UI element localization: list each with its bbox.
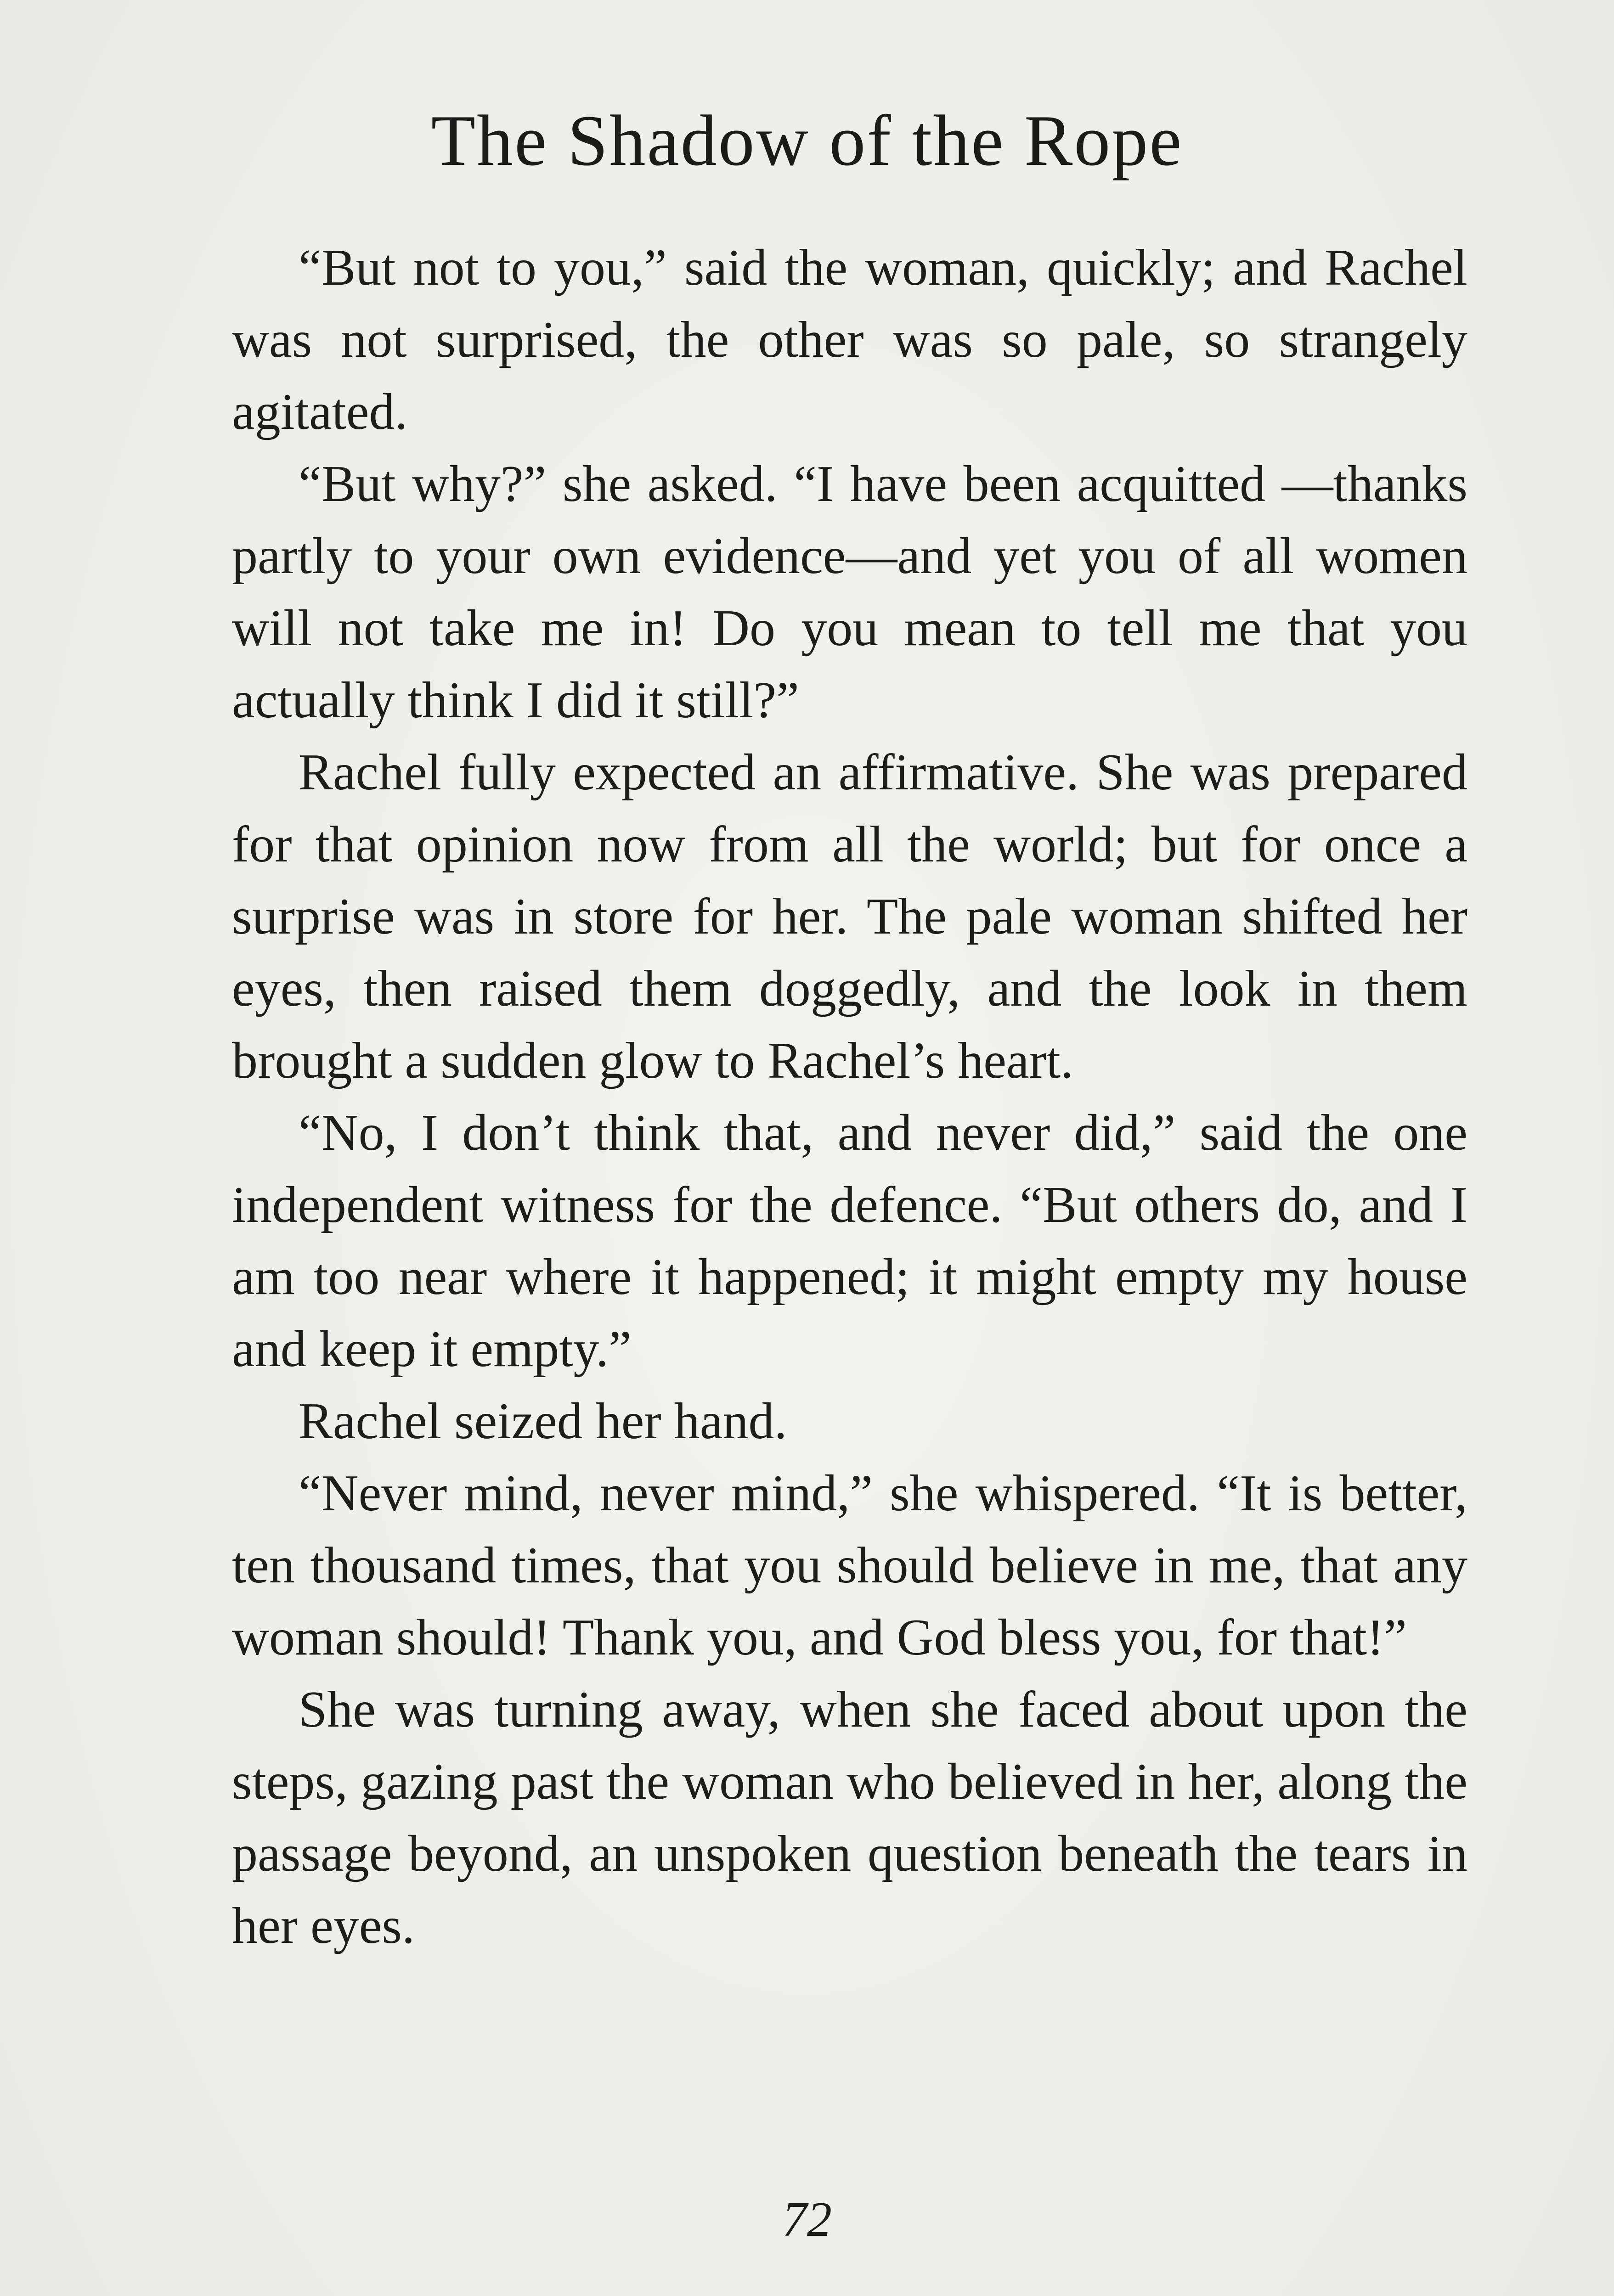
page-number: 72 [782,2192,832,2247]
paragraph: She was turning away, when she faced about upon the steps, gazing past the woman who believed in her, along the passage beyond, an unspoken question beneath the tears in her eyes. [232,1681,1467,1954]
paragraph: “But why?” she asked. “I have been acquitted —thanks partly to your own evidence—and yet you of all women will not take me in! Do you mean to tell me that you actually think I did it still?” [232,456,1467,729]
paragraph: Rachel seized her hand. [299,1393,787,1450]
paragraph: Rachel fully expected an affirmative. She was prepared for that opinion now from all the world; but for once a surprise was in store for her. The pale woman shifted her eyes, then raised them doggedly, and the look in them brought a sudden glow to Rachel’s heart. [232,744,1467,1089]
body-text [232,232,1467,1962]
running-head: The Shadow of the Rope [431,101,1183,181]
paragraph: “Never mind, never mind,” she whispered. “It is better, ten thousand times, that you should believe in me, that any woman should! Thank you, and God bless you, for that!” [232,1465,1467,1666]
paragraph: “But not to you,” said the woman, quickly; and Rachel was not surprised, the other was so pale, so strangely agitated. [232,239,1467,440]
paragraph: “No, I don’t think that, and never did,” said the one independent witness for the defence. “But others do, and I am too near where it happened; it might empty my house and keep it empty.” [232,1104,1467,1378]
